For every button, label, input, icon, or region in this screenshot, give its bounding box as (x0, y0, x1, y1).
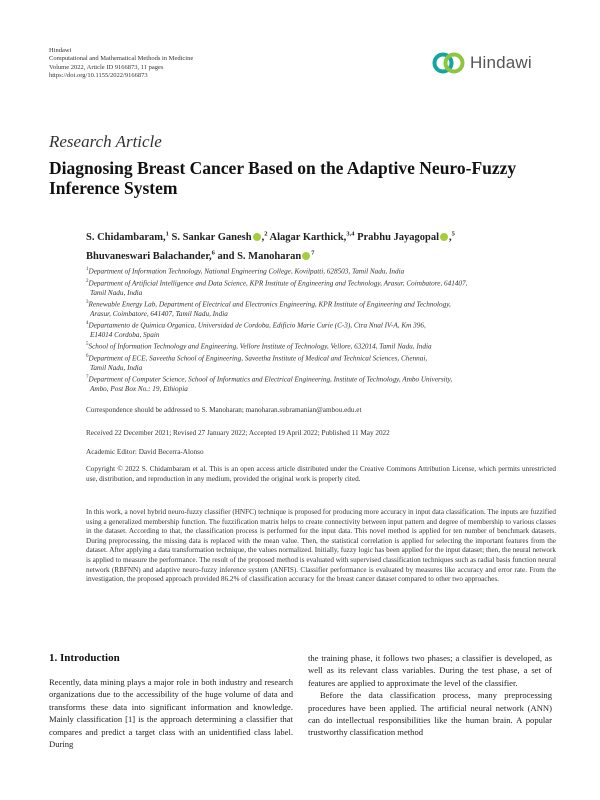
journal-meta (49, 47, 193, 81)
author[interactable]: Alagar Karthick,$^{3,4}$ (269, 230, 355, 243)
orcid-icon[interactable] (253, 233, 261, 241)
journal-name: Computational and Mathematical Methods in Medicine (49, 55, 194, 63)
article-title: Diagnosing Breast Cancer Based on the Adaptive Neuro-Fuzzy Inference System (49, 158, 517, 198)
hindawi-logo-icon (432, 51, 466, 75)
affiliation: $^7$Department of Computer Science, School of Informatics and Electrical Engineering, Institute of Technology, Ambo University, Ambo, Post Box No.: 19, Ethiopia (86, 375, 453, 394)
affiliation-list (86, 265, 556, 395)
section-heading: 1. Introduction (49, 652, 120, 664)
author[interactable]: S. Chidambaram,$^1$ (86, 230, 169, 243)
affiliation: $^5$School of Information Technology and Engineering, Vellore Institute of Technology, Vellore, 632014, Tamil Nadu, India (86, 342, 432, 351)
academic-editor: Academic Editor: David Becerra-Alonso (86, 448, 204, 456)
doi-link[interactable]: https://doi.org/10.1155/2022/9166873 (49, 72, 148, 80)
affiliation: $^3$Renewable Energy Lab, Department of Electrical and Electronics Engineering, KPR Institute of Engineering and Technology, Arasur, Coimbatore, 641407, Tamil Nadu, India (86, 300, 451, 318)
intro-paragraph: Before the data classification process, many preprocessing procedures have been applied. The artificial neural network (ANN) can do intellectual responsibilities like the human brain. A popular trustworthy classification method (308, 690, 552, 738)
orcid-icon[interactable] (440, 233, 448, 241)
affiliation: $^4$Departamento de Quimica Organica, Universidad de Cordoba, Edificio Marie Curie (C-3), Ctra Nnal IV-A, Km 396, E14014 Cordoba, Spain (86, 321, 426, 339)
author-list (86, 226, 556, 265)
hindawi-logo (432, 48, 552, 78)
author[interactable]: S. Sankar Ganesh ,$^2$ (171, 230, 268, 243)
author[interactable]: Bhuvaneswari Balachander,$^6$ (86, 249, 215, 262)
intro-paragraph: the training phase, it follows two phases; a classifier is developed, as well as its relevant class variables. During the test phase, a set of features are applied to approximate the level of the classifier. (308, 653, 552, 688)
copyright-notice: Copyright © 2022 S. Chidambaram et al. This is an open access article distributed under the Creative Commons Attribution License, which permits unrestricted use, distribution, and reproduction in any medium, provided the original work is properly cited. (86, 465, 556, 483)
article-type: Research Article (49, 132, 162, 151)
author[interactable]: and S. Manoharan $^7$ (217, 249, 315, 262)
correspondence: Correspondence should be addressed to S. Manoharan; manoharan.subramanian@ambou.edu.et (86, 406, 362, 414)
affiliation: $^6$Department of ECE, Saveetha School of Engineering, Saveetha Institute of Medical and Technical Sciences, Chennai, Tamil Nadu, India (86, 354, 428, 372)
orcid-icon[interactable] (302, 252, 310, 260)
author[interactable]: Prabhu Jayagopal ,$^5$ (357, 230, 455, 243)
abstract: In this work, a novel hybrid neuro-fuzzy classifier (HNFC) technique is proposed for producing more accuracy in input data classification. The inputs are fuzzified using a generalized membership function. The fuzzification matrix helps to create connectivity between input pattern and degree of membership to various classes in the dataset. According to that, the classification process is performed for the input data. This novel method is applied for ten number of benchmark datasets. During preprocessing, the missing data is replaced with the mean value. Then, the statistical correlation is applied for selecting the important features from the dataset. After applying a data transformation technique, the values normalized. Initially, fuzzy logic has been applied for the input dataset; then, the neural network is applied to measure the performance. The result of the proposed method is evaluated with supervised classification techniques such as radial basis function neural network (RBFNN) and adaptive neuro-fuzzy inference system (ANFIS). Classifier performance is evaluated by measures like accuracy and error rate. From the investigation, the proposed approach provided 86.2% of classification accuracy for the breast cancer dataset compared to other two approaches. (86, 508, 556, 584)
affiliation: $^1$Department of Information Technology, National Engineering College, Kovilpatti, 628503, Tamil Nadu, India (86, 267, 405, 276)
intro-right-column (308, 652, 552, 739)
intro-left-column: Recently, data mining plays a major role in both industry and research organizations due to the accessibility of the huge volume of data and transforms these data into significant information and knowledge. Mainly classification [1] is the approach determining a classifier that compares and predict a target class with an unidentified class label. During (49, 677, 293, 750)
logo-text: Hindawi (470, 53, 532, 72)
affiliation: $^2$Department of Artificial Intelligence and Data Science, KPR Institute of Engineering and Technology, Arasur, Coimbatore, 641407, Tamil Nadu, India (86, 278, 468, 297)
volume-info: Volume 2022, Article ID 9166873, 11 pages (49, 63, 164, 71)
publisher-name: Hindawi (49, 47, 72, 54)
publication-dates: Received 22 December 2021; Revised 27 January 2022; Accepted 19 April 2022; Published 11 May 2022 (86, 429, 390, 437)
